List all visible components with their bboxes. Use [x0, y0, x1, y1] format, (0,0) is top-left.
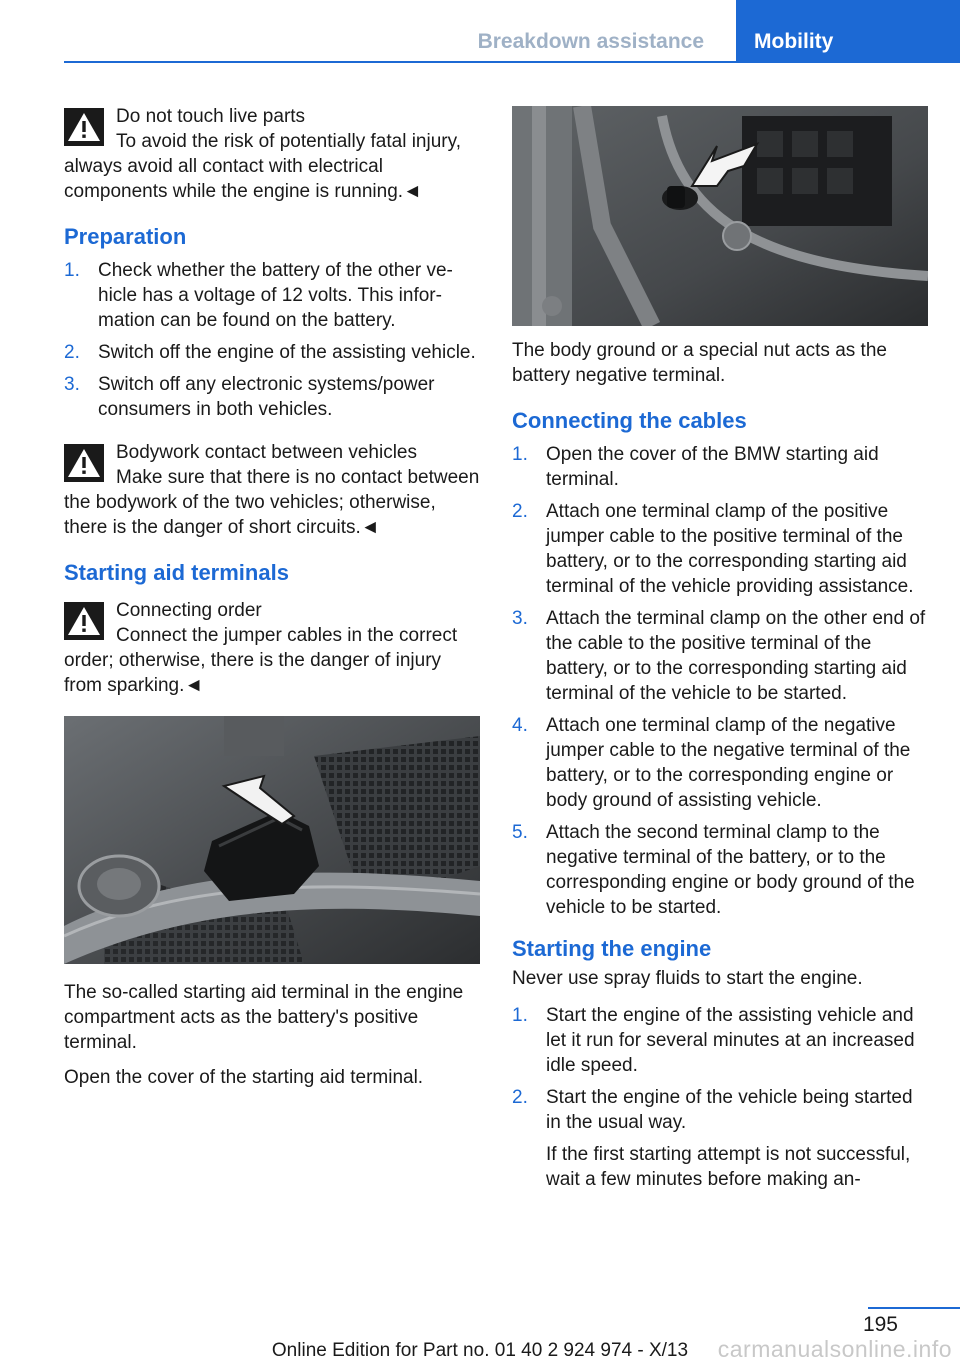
step-text: Attach one terminal clamp of the positive jumper cable to the positive terminal of the battery, or to the corresponding starting aid terminal of the vehicle providing assistance.: [546, 501, 914, 597]
step-text: Start the engine of the assisting vehicle and let it run for several minutes at an increased idle speed.: [546, 1005, 915, 1076]
page-number: 195: [862, 1313, 898, 1336]
list-item: [512, 1003, 928, 1078]
preparation-steps: [64, 258, 481, 422]
photo-starting-aid-terminal: [64, 716, 480, 964]
warning-triangle-icon: [64, 108, 104, 146]
edition-footer: Online Edition for Part no. 01 40 2 924 974 - X/13: [271, 1340, 689, 1361]
step-text: Open the cover of the BMW starting aid terminal.: [546, 444, 879, 490]
step-text: Attach the second terminal clamp to the negative terminal of the battery, or to the corresponding engine or body ground of the vehicle to be started.: [546, 822, 915, 918]
starting-steps: [512, 1003, 928, 1192]
step-number: 2.: [512, 1087, 528, 1108]
section-tab-breakdown-assistance[interactable]: Breakdown assistance: [477, 30, 704, 53]
list-item: [512, 1085, 928, 1192]
heading-starting-aid-terminals: Starting aid terminals: [64, 560, 289, 585]
step-extra-text: If the first starting attempt is not successful, wait a few minutes before making an-: [546, 1144, 911, 1190]
list-item: [512, 499, 928, 599]
step-number: 3.: [64, 374, 80, 395]
list-item: [512, 820, 928, 920]
chapter-tab-mobility[interactable]: Mobility: [736, 0, 960, 62]
step-text: Switch off the engine of the assisting vehicle.: [98, 342, 476, 363]
step-number: 2.: [512, 501, 528, 522]
list-item: [64, 372, 481, 422]
heading-starting-the-engine: Starting the engine: [512, 936, 712, 961]
step-text: Switch off any electronic systems/power consumers in both vehicles.: [98, 374, 435, 420]
step-text: Attach one terminal clamp of the negative jumper cable to the negative terminal of the battery, or to the corresponding engine or body ground of assisting vehicle.: [546, 715, 911, 811]
warning-body: To avoid the risk of potentially fatal injury, always avoid all contact with electrical components while the engine is running.◄: [64, 131, 461, 202]
warning-body: Make sure that there is no contact between the bodywork of the two vehicles; otherwise, there is the danger of short circuits.◄: [64, 467, 480, 538]
heading-connecting-the-cables: Connecting the cables: [512, 408, 747, 433]
step-number: 2.: [64, 342, 80, 363]
step-number: 1.: [512, 1005, 528, 1026]
warning-body: Connect the jumper cables in the correct order; otherwise, there is the danger of injury from sparking.◄: [64, 625, 458, 696]
warning-title: Bodywork contact between vehicles: [116, 442, 417, 463]
warning-title: Do not touch live parts: [116, 106, 306, 127]
warning-title: Connecting order: [116, 600, 262, 621]
warning-bodywork-contact: [64, 436, 481, 540]
photo-body-ground: [512, 106, 928, 326]
step-number: 4.: [512, 715, 528, 736]
list-item: [512, 606, 928, 706]
list-item: [64, 258, 481, 333]
warning-triangle-icon: [64, 444, 104, 482]
photo-caption: The so-called starting aid terminal in the engine compartment acts as the battery's positive terminal.: [64, 982, 464, 1053]
connecting-steps: [512, 442, 928, 920]
step-text: Check whether the battery of the other vehicle has a voltage of 12 volts. This information can be found on the battery.: [98, 260, 453, 331]
left-column: [64, 100, 481, 1100]
photo-caption: The body ground or a special nut acts as the battery negative terminal.: [512, 340, 887, 386]
warning-live-parts: [64, 100, 481, 204]
warning-triangle-icon: [64, 602, 104, 640]
footer-rule: [868, 1307, 960, 1309]
paragraph-open-cover: Open the cover of the starting aid terminal.: [64, 1067, 424, 1088]
step-text: Attach the terminal clamp on the other end of the cable to the positive terminal of the battery, or to the corresponding starting aid terminal of the vehicle to be started.: [546, 608, 926, 704]
step-number: 5.: [512, 822, 528, 843]
list-item: [64, 340, 481, 365]
step-number: 3.: [512, 608, 528, 629]
step-text: Start the engine of the vehicle being started in the usual way.: [546, 1087, 913, 1133]
step-number: 1.: [512, 444, 528, 465]
list-item: [512, 442, 928, 492]
watermark: carmanualsonline.info: [717, 1336, 952, 1362]
paragraph-spray-fluids: Never use spray fluids to start the engine.: [512, 968, 863, 989]
list-item: [512, 713, 928, 813]
warning-connecting-order: [64, 594, 481, 698]
header-rule: [64, 61, 960, 63]
right-column: [512, 106, 928, 1206]
step-number: 1.: [64, 260, 80, 281]
page-header: [0, 0, 960, 62]
heading-preparation: Preparation: [64, 224, 187, 249]
